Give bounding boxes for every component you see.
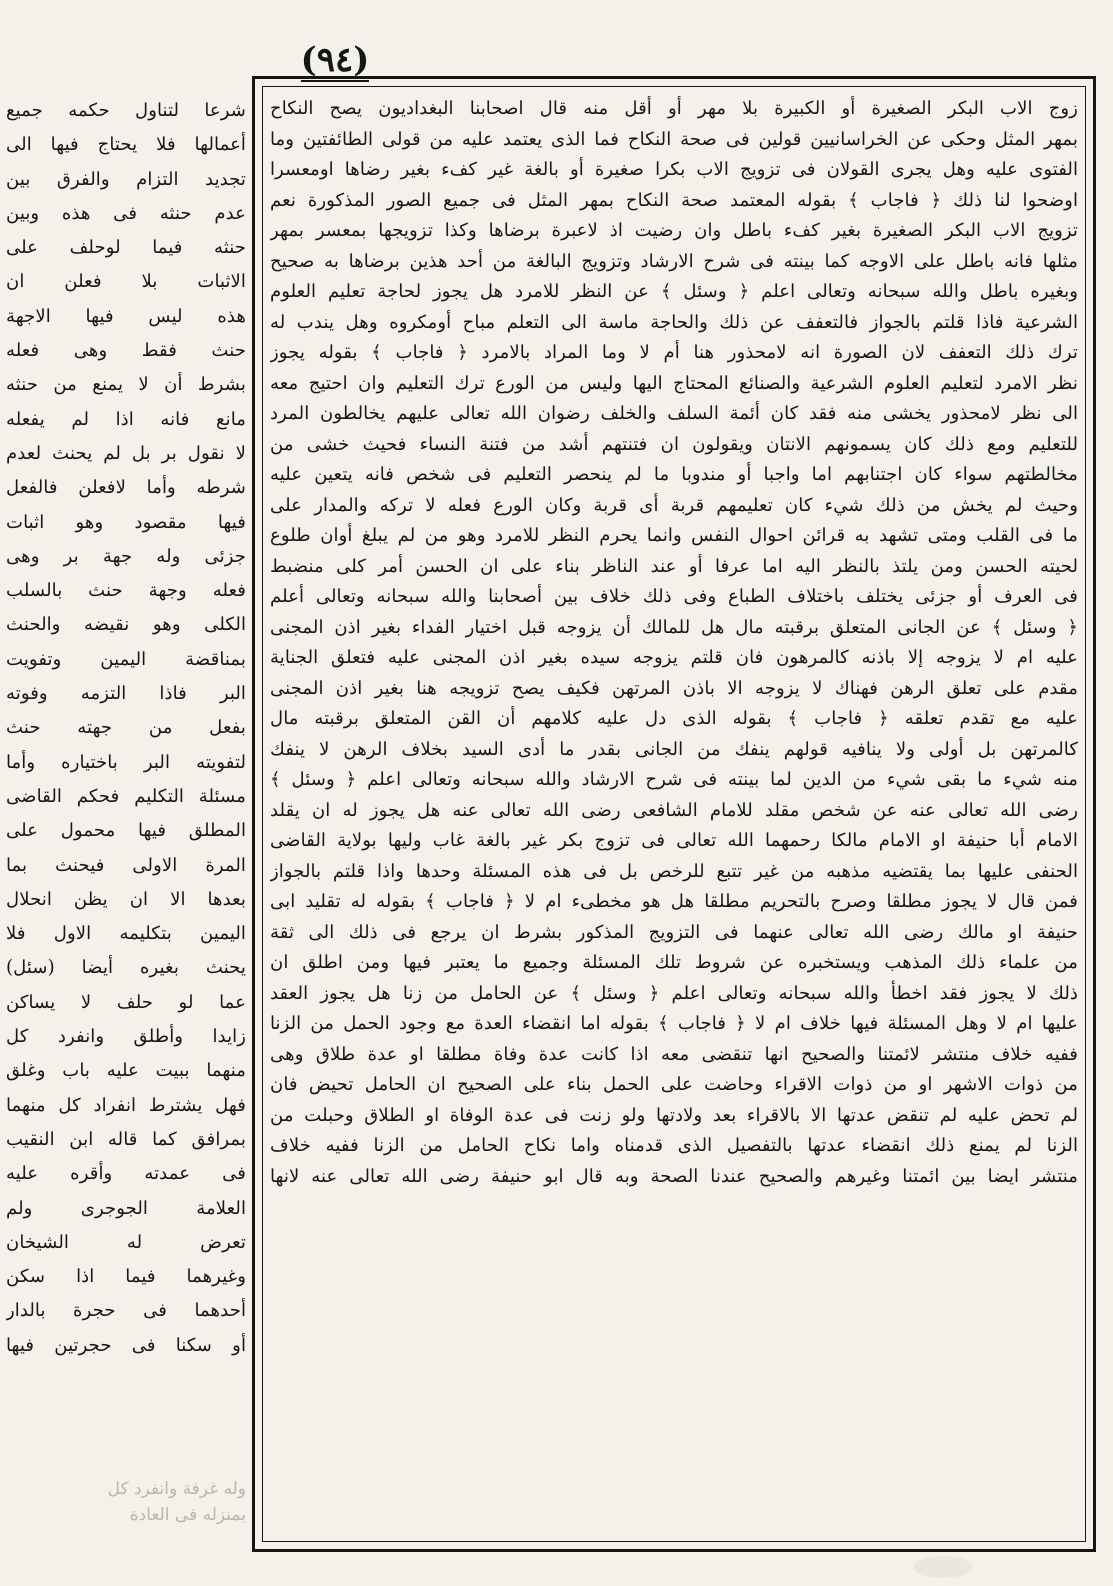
margin-text-line: المطلق فيها محمول على (6, 820, 246, 842)
margin-text-line: فيها مقصود وهو اثبات (6, 511, 246, 533)
margin-text-line: اليمين بتكليمه الاول فلا (6, 923, 246, 945)
margin-text-line: يحنث بغيره أيضا (سئل) (6, 957, 246, 979)
margin-text-line: لا نقول بر بل لم يحنث لعدم (6, 442, 246, 464)
main-text-column (270, 94, 1078, 1534)
margin-text-line: جزئى وله جهة بر وهى (6, 545, 246, 567)
margin-gloss-column (6, 94, 246, 1474)
margin-text-line: فى عمدته وأقره عليه (6, 1163, 246, 1185)
margin-text-line: تجديد التزام والفرق بين (6, 168, 246, 190)
main-text-line: كالمرتهن بل أولى ولا ينافيه قولهم ينفك من الجانى بقدر ما أدى السيد بخلاف الرهن لا ينفك (270, 738, 1078, 760)
main-text-line: الحنفى عليها بما يقتضيه مذهبه من غير تتبع للرخص بل فى هذه المسئلة وحدها واذا قلتم بالجواز (270, 860, 1078, 882)
main-text-line: مثلها فانه باطل على الاوجه كما بينته فى شرح الارشاد وتزويج البالغة من أحد هذين برضاها به صحيح (270, 250, 1078, 272)
margin-text-line: عما لو حلف لا يساكن (6, 991, 246, 1013)
main-text-line: الى نظر لامحذور يخشى منه فقد كان أئمة السلف والخلف رضوان الله تعالى عليهم يخالطون المرد (270, 403, 1078, 424)
margin-text-line: هذه ليس فيها الاجهة (6, 305, 246, 327)
main-text-line: ﴿ وسئل ﴾ عن الجانى المتعلق برقبته مال هل للمالك أن يزوجه قبل اختيار الفداء بغير اذن المجنى (270, 616, 1078, 638)
main-text-line: وبغيره باطل والله سبحانه وتعالى اعلم ﴿ وسئل ﴾ عن النظر للامرد هل يجوز لحاجة تعليم العلوم (270, 281, 1078, 302)
main-text-line: زوج الاب البكر الصغيرة أو الكبيرة بلا مهر أو أقل منه قال اصحابنا البغداديون يصح النكاح (270, 98, 1078, 119)
paper-stain (913, 1556, 973, 1578)
margin-text-line: الاثبات بلا فعلن ان (6, 271, 246, 293)
main-text-line: عليه مع تقدم تعلقه ﴿ فاجاب ﴾ بقوله الذى دل عليه كلامهم أن القن المتعلق برقبته مال (270, 708, 1078, 729)
margin-text-line: وغيرهما فيما اذا سكن (6, 1266, 246, 1288)
main-text-line: مخالطتهم سواء كان اجتنابهم اما واجبا أو مندوبا ما لم ينحصر التعليم فى شخص فانه يتعين عليه (270, 464, 1078, 485)
main-text-line: رضى الله تعالى عنه عن شخص مقلد للامام الشافعى رضى الله تعالى عنه هل يجوز له ان يقلد (270, 799, 1078, 821)
margin-text-line: عدم حنثه فى هذه وبين (6, 202, 246, 224)
main-text-line: الفتوى عليه وهل يجرى القولان فى تزويج الاب بكرا صغيرة أو بالغة غير كفء بغير رضاها اومعسرا (270, 159, 1078, 180)
main-text-line: وحيث لم يخش من ذلك شيء كان تعليمهم قربة أى قربة وكان الورع فعله لا تركه والمدار على (270, 494, 1078, 516)
margin-text-line: بعدها الا ان يظن انحلال (6, 888, 246, 910)
main-text-line: مقدم على تعلق الرهن فهناك لا يزوجه الا باذن المرتهن فكيف يصح تزويجه هنا بغير اذن المجنى (270, 677, 1078, 699)
faded-margin-text (10, 1476, 246, 1556)
margin-text-line: العلامة الجوجرى ولم (6, 1197, 246, 1219)
margin-text-line: بفعل من جهته حنث (6, 717, 246, 739)
main-text-line: بمهر المثل وحكى عن الخراسانيين قولين فى صحة النكاح فما الذى يعتمد عليه من قولى الطائفتين وما (270, 128, 1078, 150)
margin-text-line: الكلى وهو نقيضه والحنث (6, 614, 246, 636)
main-text-line: الشرعية فاذا قلتم بالجواز فالتعفف عن ذلك والحاجة ماسة الى التعلم مباح أومكروه وهل يندب له (270, 311, 1078, 333)
main-text-line: حنيفة او مالك رضى الله تعالى عنهما فى التزويج المذكور بشرط ان يرجع فى ذلك الى ثقة (270, 921, 1078, 943)
margin-text-line: فعله وجهة حنث بالسلب (6, 580, 246, 602)
main-text-line: تزويج الاب البكر الصغيرة بغير كفء باطل وان رضيت اذ لاعبرة برضاها وكذا تزويجها بمعسر بمهر (270, 220, 1078, 241)
main-text-line: نظر الامرد لتعليم العلوم الشرعية والصنائع المحتاج اليها وليس من الورع ترك التعليم وان احتيج معه (270, 372, 1078, 394)
margin-text-line: المرة الاولى فيحنث بما (6, 854, 246, 876)
margin-text-line: شرعا لتناول حكمه جميع (6, 100, 246, 121)
margin-text-line: أحدهما فى حجرة بالدار (6, 1300, 246, 1322)
margin-text-line: أعمالها فلا يحتاج فيها الى (6, 134, 246, 156)
main-text-line: لم تحض عليه لم تنقض عدتها الا بالاقراء بعد ولادتها ولو زنت فى عدة الوفاة او الطلاق وحبلت من (270, 1104, 1078, 1126)
margin-text-line: حنث فقط وهى فعله (6, 340, 246, 362)
margin-text-line: حنثه فيما لوحلف على (6, 237, 246, 259)
margin-text-line: البر فاذا التزمه وفوته (6, 683, 246, 705)
main-text-line: عليها ام لا وهل المسئلة فيها خلاف ام لا ﴿ فاجاب ﴾ بقوله اما انقضاء العدة مع وجود الحمل من الزنا (270, 1013, 1078, 1034)
main-text-line: للتعليم ومع ذلك كان يسمونهم الانتان ويقولون ان فتنتهم أشد من فتنة النساء فحيث خشى من (270, 433, 1078, 455)
margin-text-line: بمرافق كما قاله ابن النقيب (6, 1128, 246, 1150)
main-text-line: ما فى القلب ومتى تشهد به قرائن احوال النفس وانما يحرم النظر للامرد وهو من لم يبلغ أوان طلوع (270, 525, 1078, 546)
margin-text-line: مانع فانه اذا لم يفعله (6, 408, 246, 430)
margin-text-line: مسئلة التكليم فحكم القاضى (6, 785, 246, 807)
margin-text-line: فهل يشترط انفراد كل منهما (6, 1094, 246, 1116)
margin-text-line: لتفويته البر باختياره وأما (6, 751, 246, 773)
main-text-line: الامام أبا حنيفة او الامام مالكا رحمهما الله تعالى فى تزوج بكر غير بالغة غاب وليها بولاية القاضى (270, 830, 1078, 851)
margin-text-line: منهما ببيت عليه باب وغلق (6, 1060, 246, 1082)
margin-text-line: تعرض له الشيخان (6, 1231, 246, 1253)
main-text-line: من علماء ذلك المذهب ويستخبره عن شروط تلك المسئلة وجميع ما يعتبر فيها ومن اطلق ان (270, 952, 1078, 973)
faded-text-line: وله غرفة وانفرد كل (107, 1479, 246, 1499)
main-text-line: ففيه خلاف منتشر لائمتنا والصحيح انها تنقضى معه اذا كانت عدة وفاة مطلقا او عدة طلاق وهى (270, 1043, 1078, 1065)
margin-text-line: أو سكنا فى حجرتين فيها (6, 1334, 246, 1356)
main-text-line: اوضحوا لنا ذلك ﴿ فاجاب ﴾ بقوله المعتمد صحة النكاح بمهر المثل فى جميع الصور المذكورة نعم (270, 189, 1078, 211)
main-text-line: الزنا لم يمنع ذلك انقضاء عدتها بالتفصيل الذى قدمناه واما نكاح الحامل من الزنا ففيه خلاف (270, 1135, 1078, 1156)
faded-text-line: بمنزله فى العادة (129, 1505, 246, 1525)
main-text-line: عليه ام لا يزوجه إلا باذنه كالمرهون فان قلتم يزوجه سيده بغير اذن المجنى عليه فتعلق الجناية (270, 647, 1078, 668)
main-text-line: لحيته الحسن ومن يلتذ بالنظر اليه اما عرفا أو عند الناظر بناء على ان الحسن أمر كلى منضبط (270, 555, 1078, 577)
main-text-line: منتشر ايضا بين ائمتنا وغيرهم والصحيح عندنا الصحة وبه قال ابو حنيفة رضى الله تعالى عنه لانها (270, 1165, 1078, 1187)
main-text-line: منه شيء ما بقى شيء من الدين لما بينته فى شرح الارشاد والله سبحانه وتعالى اعلم ﴿ وسئل ﴾ (270, 769, 1078, 790)
main-text-line: فى العرف أو جزئى يختلف باختلاف الطباع وفى ذلك خلاف بين أصحابنا والله سبحانه وتعالى أعلم (270, 586, 1078, 607)
margin-text-line: شرطه وأما لافعلن فالفعل (6, 477, 246, 499)
main-text-line: فمن قال لا يجوز مطلقا وصرح بالتحريم مطلقا هل هو مخطىء ام لا ﴿ فاجاب ﴾ بقوله له تقليد ابى (270, 891, 1078, 912)
margin-text-line: زايدا وأطلق وانفرد كل (6, 1026, 246, 1048)
main-text-line: ترك ذلك التعفف لان الصورة انه لامحذور هنا أم لا وما المراد بالامرد ﴿ فاجاب ﴾ بقوله يجوز (270, 342, 1078, 363)
margin-text-line: بشرط أن لا يمنع من حنثه (6, 374, 246, 396)
margin-text-line: بمناقضة اليمين وتفويت (6, 648, 246, 670)
main-text-line: من ذوات الاشهر او من ذوات الاقراء وحاضت على الحمل بناء على الصحيح ان الحامل تحيض فان (270, 1074, 1078, 1095)
page-number: (٩٤) (295, 40, 375, 80)
main-text-line: ذلك لا يجوز فقد اخطأ والله سبحانه وتعالى اعلم ﴿ وسئل ﴾ عن الحامل من زنا هل يجوز العقد (270, 982, 1078, 1004)
